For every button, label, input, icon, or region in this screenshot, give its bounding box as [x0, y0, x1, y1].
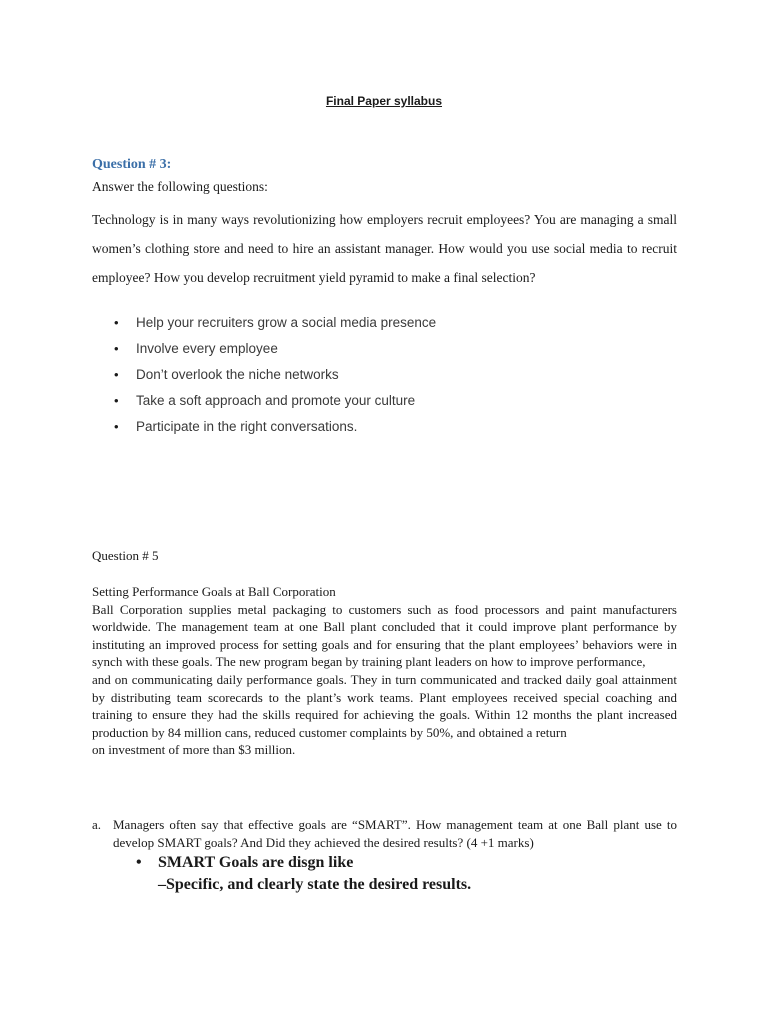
question-3-body: Technology is in many ways revolutionizing how employers recruit employees? You are managing a small women’s clothing store and need to hire an assistant manager. How would you use social media to recruit employee? How you develop recruitment yield pyramid to make a final selection? — [92, 212, 677, 285]
case-paragraph-3: on investment of more than $3 million. — [92, 742, 296, 758]
list-item: • Help your recruiters grow a social media presence — [92, 312, 692, 338]
case-paragraph-2: and on communicating daily performance goals. They in turn communicated and tracked daily goal attainment by distributing team scorecards to the plant’s work teams. Plant employees received special coaching and training to ensure they had the skills required for achieving the goals. Within 12 months the plant increased production by 84 million cans, reduced customer complaints by 50%, and obtained a return — [92, 671, 677, 740]
list-item: • Take a soft approach and promote your culture — [92, 390, 692, 416]
answer-bullet — [136, 852, 696, 896]
part-a-text: Managers often say that effective goals are “SMART”. How management team at one Ball plant use to develop SMART goals? And Did they achieved the desired results? (4 +1 marks) — [113, 817, 677, 850]
question-5-heading: Question # 5 — [92, 548, 159, 563]
answer-line-2-row — [136, 874, 696, 896]
question-5-part-a — [92, 816, 677, 851]
answer-line-2: –Specific, and clearly state the desired results. — [158, 876, 472, 893]
case-title: Setting Performance Goals at Ball Corporation — [92, 584, 336, 599]
part-a-marker: a. — [92, 817, 102, 832]
question-3-heading: Question # 3: — [92, 157, 172, 172]
list-item: • Involve every employee — [92, 338, 692, 364]
question-3-instruction: Answer the following questions: — [92, 179, 268, 194]
page-title: Final Paper syllabus — [325, 94, 443, 108]
answer-line-1: SMART Goals are disgn like — [158, 854, 354, 871]
list-item: • Participate in the right conversations. — [92, 416, 692, 442]
question-3-bullet-list — [92, 312, 692, 442]
answer-bullet-row — [136, 852, 696, 874]
list-item: • Don’t overlook the niche networks — [92, 364, 692, 390]
case-paragraph-1: Ball Corporation supplies metal packaging to customers such as food processors and paint manufacturers worldwide. The management team at one Ball plant concluded that it could improve plant performance by instituting an improved process for setting goals and for ensuring that the plant employees’ behaviors were in synch with these goals. The new program began by training plant leaders on how to improve performance, — [92, 601, 677, 670]
question-5-case — [92, 583, 677, 759]
bullet-dot: • — [136, 854, 142, 871]
